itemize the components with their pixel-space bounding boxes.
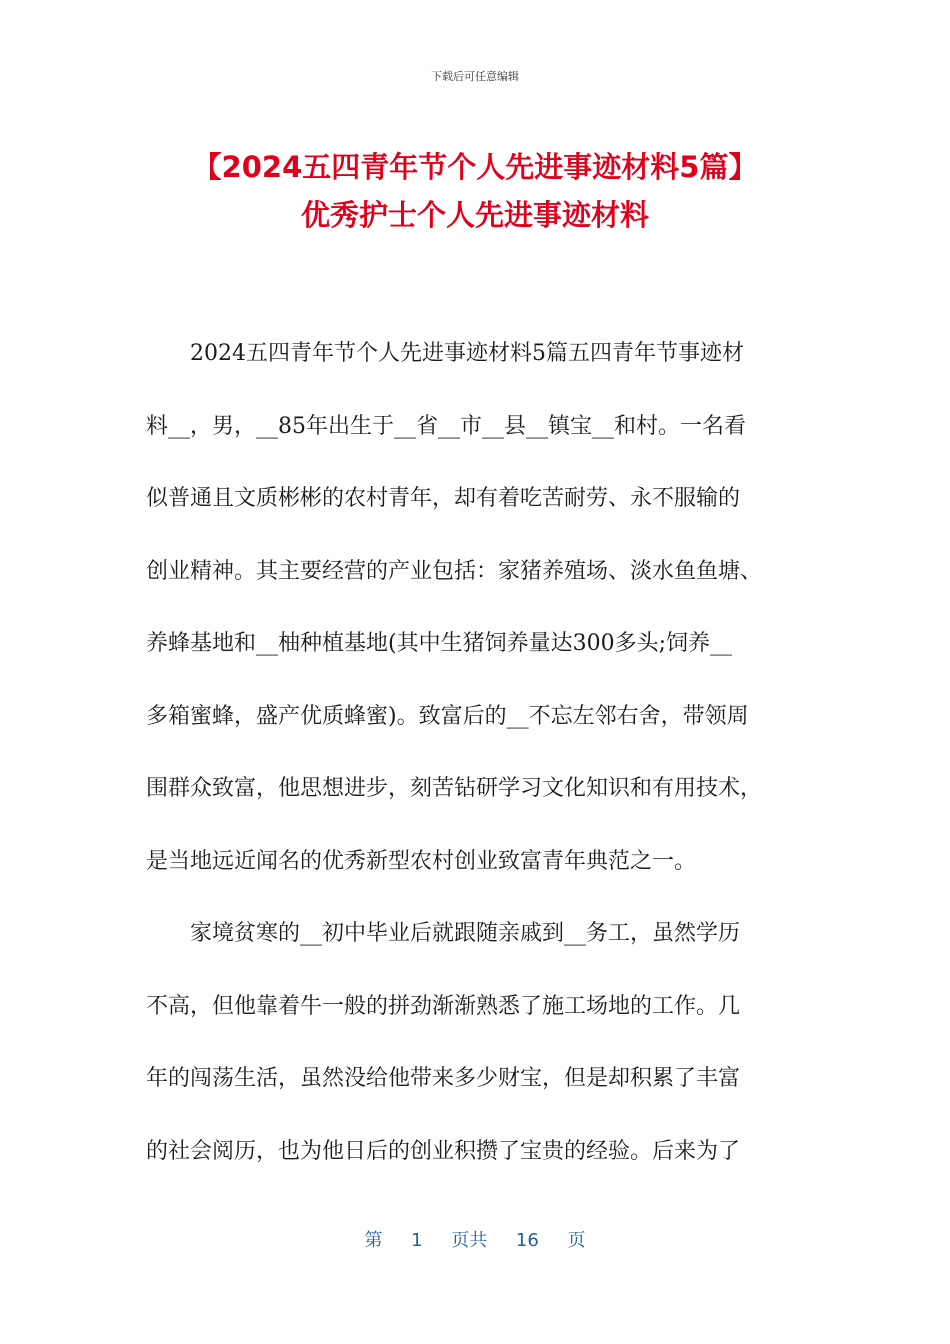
text-line: 年的闯荡生活，虽然没给他带来多少财宝，但是却积累了丰富 (146, 1066, 741, 1091)
footer-middle: 页共 (451, 1230, 488, 1251)
text-line: 围群众致富，他思想进步，刻苦钻研学习文化知识和有用技术， (146, 776, 763, 801)
text-line: 是当地远近闻名的优秀新型农村创业致富青年典范之一。 (146, 848, 697, 874)
title-line-1: 【2024五四青年节个人先进事迹材料5篇】 (192, 150, 758, 184)
document-title (60, 143, 890, 239)
text-line: 料__，男，__85年出生于__省__市__县__镇宝__和村。一名看 (146, 413, 746, 439)
text-line: 养蜂基地和__柚种植基地(其中生猪饲养量达300多头;饲养__ (146, 631, 732, 656)
paragraph-2 (146, 898, 806, 1188)
paragraph-1 (146, 318, 806, 898)
header-note: 下载后可任意编辑 (431, 70, 519, 83)
title-line-2: 优秀护士个人先进事迹材料 (300, 198, 649, 232)
document-body (146, 318, 806, 1188)
text-line: 2024五四青年节个人先进事迹材料5篇五四青年节事迹材 (190, 341, 744, 366)
text-line: 家境贫寒的__初中毕业后就跟随亲戚到__务工，虽然学历 (190, 921, 741, 946)
text-line: 多箱蜜蜂，盛产优质蜂蜜)。致富后的__不忘左邻右舍，带领周 (146, 703, 749, 729)
current-page-number: 1 (411, 1230, 423, 1251)
text-line: 创业精神。其主要经营的产业包括：家猪养殖场、淡水鱼鱼塘、 (146, 558, 763, 584)
text-line: 似普通且文质彬彬的农村青年，却有着吃苦耐劳、永不服输的 (146, 486, 741, 511)
footer-suffix: 页 (567, 1230, 586, 1251)
footer-prefix: 第 (364, 1230, 383, 1251)
text-line: 不高，但他靠着牛一般的拼劲渐渐熟悉了施工场地的工作。几 (146, 993, 741, 1019)
total-pages: 16 (515, 1230, 539, 1251)
page-footer (0, 1226, 950, 1252)
text-line: 的社会阅历，也为他日后的创业积攒了宝贵的经验。后来为了 (146, 1138, 741, 1164)
